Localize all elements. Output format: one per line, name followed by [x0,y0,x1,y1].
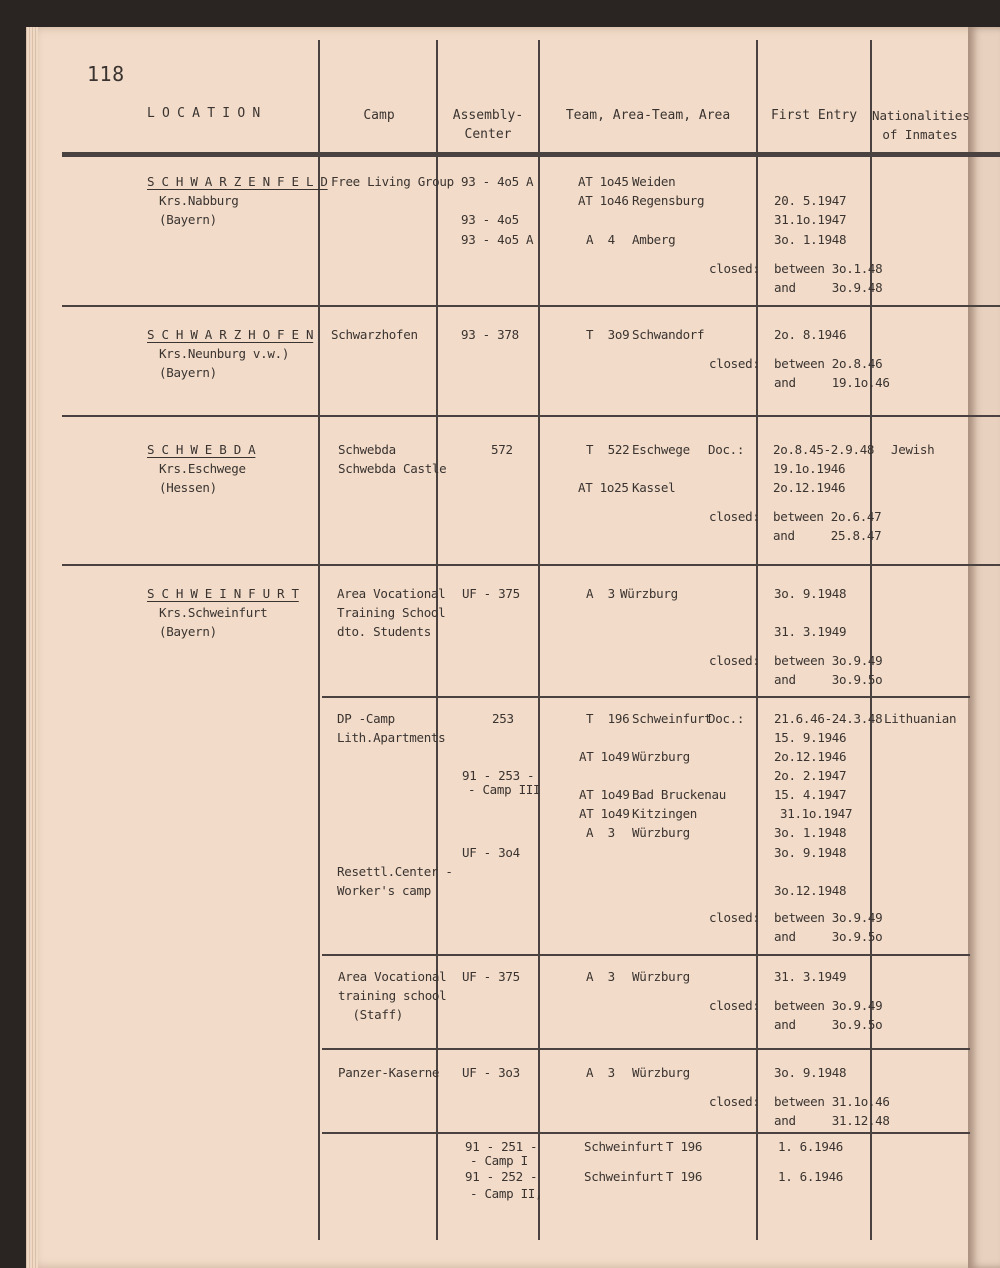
row-divider [62,564,1000,566]
entry-date: 2o. 2.1947 [774,768,847,783]
column-rule [538,40,540,1240]
camp-name: Lith.Apartments [337,730,446,745]
camp-name: Panzer-Kaserne [338,1065,440,1080]
camp-name: Worker's camp [337,883,431,898]
assembly-center: UF - 3o3 [462,1065,520,1080]
location-state: (Hessen) [159,480,217,495]
entry-date: 3o. 9.1948 [774,1065,847,1080]
assembly-center: 91 - 251 - [465,1139,538,1154]
assembly-center: 93 - 378 [461,327,519,342]
location-state: (Bayern) [159,212,217,227]
team-place: Bad Bruckenau [632,787,726,802]
team-place: Würzburg [632,749,690,764]
closed-date: and 3o.9.5o [774,1017,883,1032]
team-code: T 196 [666,1169,703,1184]
subrow-divider [322,954,970,956]
team-place: Schwandorf [632,327,705,342]
location-state: (Bayern) [159,365,217,380]
camp-name: Area Vocational [338,969,447,984]
camp-name: Training School [337,605,446,620]
assembly-center: 93 - 4o5 [461,212,519,227]
team-place: Kitzingen [632,806,698,821]
closed-date: between 3o.9.49 [774,910,883,925]
team-place: Würzburg [632,969,690,984]
entry-date: 21.6.46-24.3.48 [774,711,883,726]
entry-date: 15. 9.1946 [774,730,847,745]
entry-date: 2o.8.45-2.9.48 [773,442,875,457]
column-rule [318,40,320,1240]
doc-label: Doc.: [708,711,745,726]
subrow-divider [322,1048,970,1050]
location-name: S C H W E I N F U R T [147,586,299,601]
assembly-center: - Camp II, [470,1186,543,1201]
closed-date: between 3o.9.49 [774,998,883,1013]
closed-label: closed: [709,998,760,1013]
team-code: AT 1o49 [579,749,630,764]
nationality: Jewish [891,442,935,457]
team-code: T 3o9 [586,327,630,342]
entry-date: 15. 4.1947 [774,787,847,802]
camp-name: (Staff) [338,1007,404,1022]
entry-date: 20. 5.1947 [774,193,847,208]
row-divider [62,415,1000,417]
team-code: T 522 [586,442,630,457]
column-rule [756,40,758,1240]
team-code: A 3 [586,586,615,601]
team-place: Schweinfurt [584,1139,664,1154]
team-code: AT 1o25 [578,480,629,495]
camp-name: DP -Camp [337,711,395,726]
entry-date: 1. 6.1946 [778,1139,844,1154]
entry-date: 31. 3.1949 [774,624,847,639]
column-rule [870,40,872,1240]
location-name: S C H W A R Z H O F E N [147,327,314,342]
assembly-center: 93 - 4o5 A [461,174,534,189]
camp-name: Area Vocational [337,586,446,601]
location-state: (Bayern) [159,624,217,639]
assembly-center: - Camp III [468,782,541,797]
header-rule [62,152,1000,157]
team-code: A 3 [586,969,615,984]
location-name: S C H W A R Z E N F E L D [147,174,328,189]
assembly-center: UF - 375 [462,969,520,984]
header-camp: Camp [363,108,395,123]
header-team: Team, Area-Team, Area [565,108,731,123]
entry-date: 19.1o.1946 [773,461,846,476]
assembly-center: - Camp I [470,1153,528,1168]
closed-date: between 2o.8.46 [774,356,883,371]
page-number: 118 [87,62,125,86]
team-code: AT 1o45 [578,174,629,189]
closed-date: and 3o.9.5o [774,672,883,687]
camp-name: Resettl.Center - [337,864,453,879]
location-district: Krs.Schweinfurt [159,605,268,620]
assembly-center: UF - 3o4 [462,845,520,860]
entry-date: 31.1o.1947 [780,806,853,821]
team-code: T 196 [586,711,630,726]
closed-label: closed: [709,509,760,524]
row-divider [62,305,1000,307]
camp-name: training school [338,988,447,1003]
team-place: Würzburg [620,586,678,601]
header-nationalities: Nationalities of Inmates [872,108,970,142]
closed-date: between 2o.6.47 [773,509,882,524]
team-code: T 196 [666,1139,703,1154]
closed-date: between 3o.9.49 [774,653,883,668]
location-name: S C H W E B D A [147,442,256,457]
entry-date: 3o. 9.1948 [774,586,847,601]
team-code: AT 1o49 [579,806,630,821]
team-place: Kassel [632,480,676,495]
assembly-center: UF - 375 [462,586,520,601]
closed-date: and 3o.9.48 [774,280,883,295]
entry-date: 2o.12.1946 [773,480,846,495]
closed-label: closed: [709,261,760,276]
doc-label: Doc.: [708,442,745,457]
closed-label: closed: [709,1094,760,1109]
team-place: Weiden [632,174,676,189]
camp-name: Free Living Group [331,174,454,189]
team-place: Schweinfurt [632,711,712,726]
assembly-center: 91 - 252 - [465,1169,538,1184]
closed-date: and 25.8.47 [773,528,882,543]
entry-date: 31.1o.1947 [774,212,847,227]
closed-label: closed: [709,356,760,371]
nationality: Lithuanian [884,711,957,726]
entry-date: 2o.12.1946 [774,749,847,764]
assembly-center: 572 [491,442,513,457]
team-place: Schweinfurt [584,1169,664,1184]
assembly-center: 93 - 4o5 A [461,232,534,247]
entry-date: 3o. 1.1948 [774,825,847,840]
team-code: A 3 [586,825,615,840]
closed-date: and 19.1o.46 [774,375,890,390]
assembly-center: 91 - 253 - [462,768,535,783]
header-location: L O C A T I O N [147,106,260,121]
entry-date: 3o. 9.1948 [774,845,847,860]
closed-label: closed: [709,910,760,925]
camp-name: Schwebda [338,442,396,457]
closed-date: and 3o.9.5o [774,929,883,944]
subrow-divider [322,696,970,698]
location-district: Krs.Eschwege [159,461,246,476]
column-rule [436,40,438,1240]
entry-date: 2o. 8.1946 [774,327,847,342]
team-place: Amberg [632,232,676,247]
assembly-center: 253 [492,711,514,726]
team-code: A 4 [586,232,615,247]
header-first-entry: First Entry [770,108,858,123]
team-place: Eschwege [632,442,690,457]
team-code: A 3 [586,1065,615,1080]
team-place: Würzburg [632,1065,690,1080]
camp-name: Schwarzhofen [331,327,418,342]
closed-label: closed: [709,653,760,668]
entry-date: 3o. 1.1948 [774,232,847,247]
location-district: Krs.Nabburg [159,193,239,208]
team-code: AT 1o49 [579,787,630,802]
team-place: Regensburg [632,193,705,208]
header-assembly-center: Assembly- Center [452,108,524,142]
entry-date: 31. 3.1949 [774,969,847,984]
closed-date: between 31.1o.46 [774,1094,890,1109]
location-district: Krs.Neunburg v.w.) [159,346,290,361]
team-code: AT 1o46 [578,193,629,208]
camp-name: dto. Students [337,624,431,639]
camp-name: Schwebda Castle [338,461,447,476]
closed-date: and 31.12.48 [774,1113,890,1128]
subrow-divider [322,1132,970,1134]
entry-date: 1. 6.1946 [778,1169,844,1184]
closed-date: between 3o.1.48 [774,261,883,276]
entry-date: 3o.12.1948 [774,883,847,898]
team-place: Würzburg [632,825,690,840]
